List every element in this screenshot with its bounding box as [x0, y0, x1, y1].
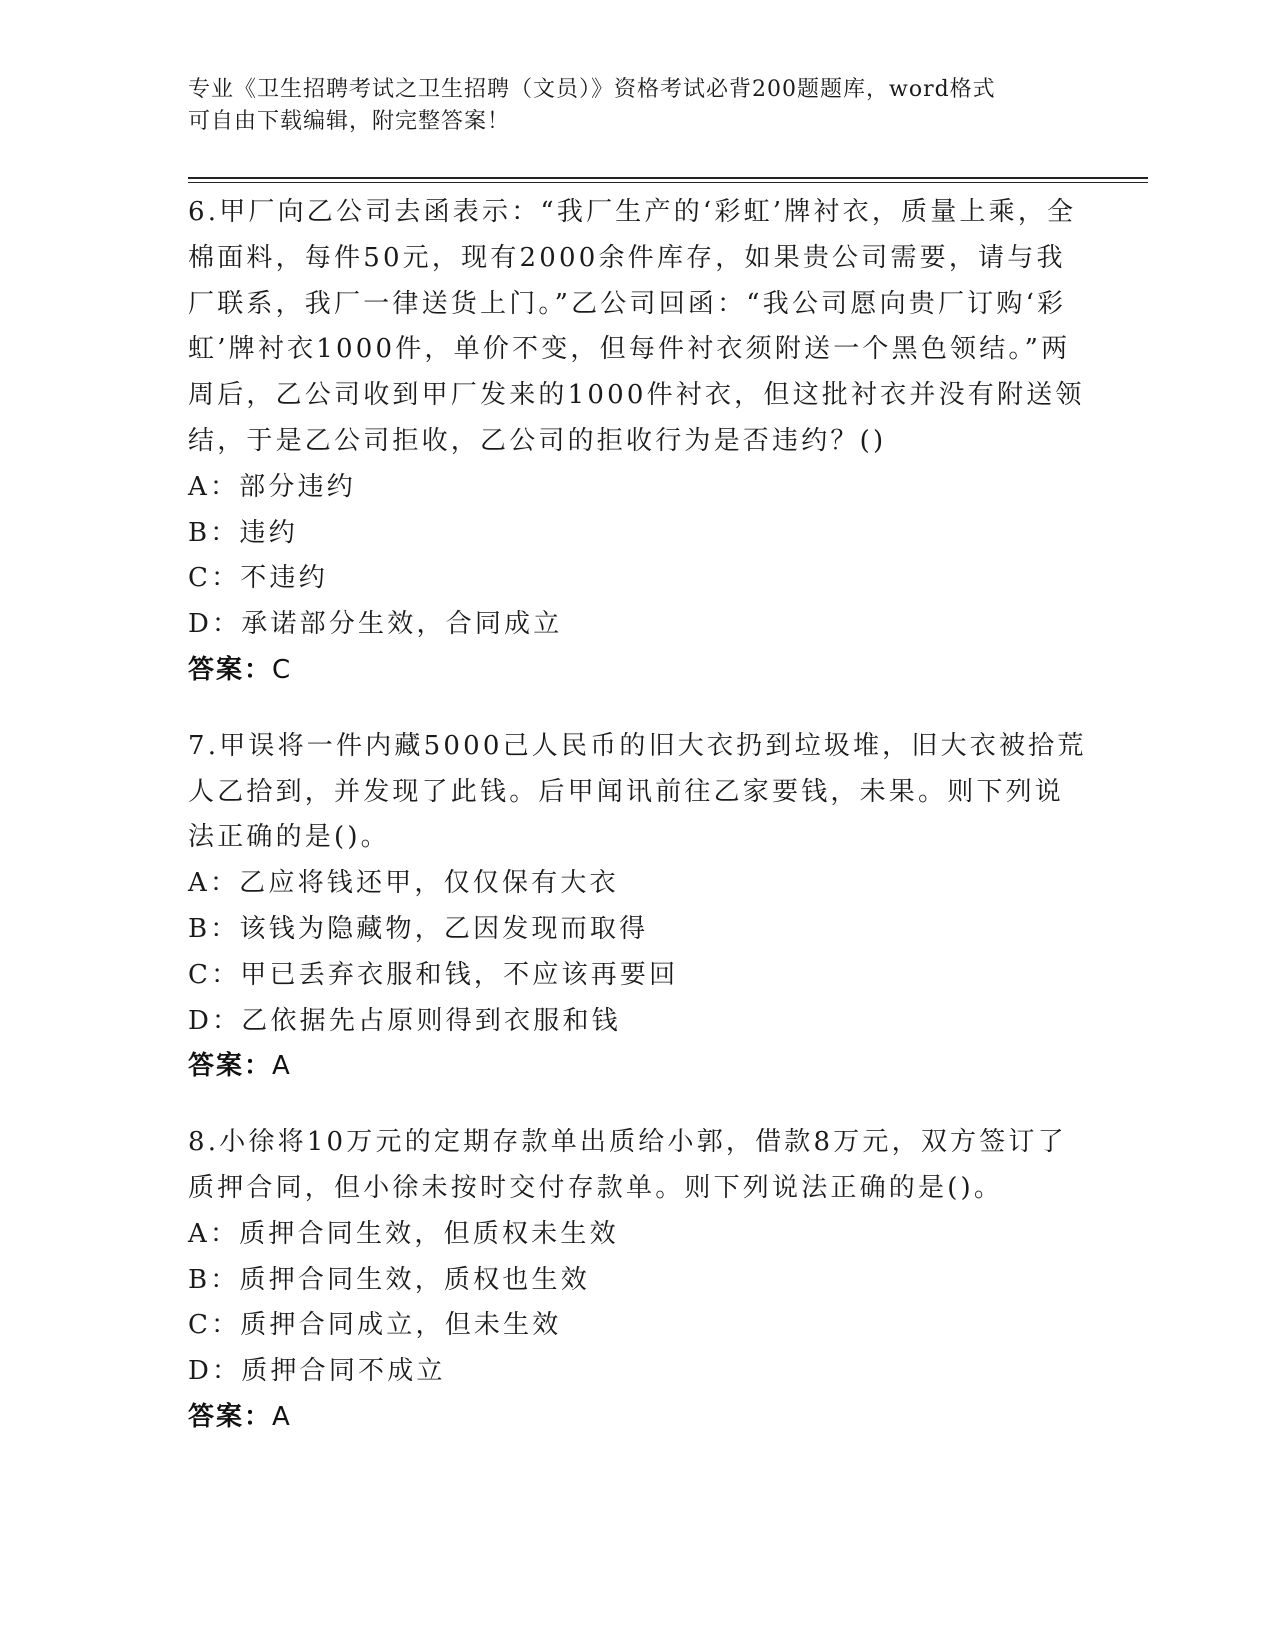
answer-value: C — [272, 654, 293, 685]
question-8 — [188, 1120, 1088, 1441]
answer-line — [188, 1395, 1088, 1441]
question-7 — [188, 724, 1088, 1090]
question-stem: 8.小徐将10万元的定期存款单出质给小郭，借款8万元，双方签订了质押合同，但小徐未按时交付存款单。则下列说法正确的是()。 — [188, 1127, 1067, 1203]
option-b: B：该钱为隐藏物，乙因发现而取得 — [188, 913, 649, 944]
question-stem: 6.甲厂向乙公司去函表示：“我厂生产的‘彩虹’牌衬衣，质量上乘，全棉面料，每件50元，现有2000余件库存，如果贵公司需要，请与我厂联系，我厂一律送货上门。”乙公司回函：“我公司愿向贵厂订购‘彩虹’牌衬衣1000件，单价不变，但每件衬衣须附送一个黑色领结。”两周后，乙公司收到甲厂发来的1000件衬衣，但这批衬衣并没有附送领结，于是乙公司拒收，乙公司的拒收行为是否违约？() — [188, 197, 1085, 456]
answer-line — [188, 1044, 1088, 1090]
question-6 — [188, 190, 1088, 694]
header-divider-thick — [188, 177, 1148, 179]
answer-value: A — [272, 1401, 292, 1432]
option-a: A：质押合同生效，但质权未生效 — [188, 1218, 619, 1249]
option-a: A：乙应将钱还甲，仅仅保有大衣 — [188, 868, 619, 899]
option-b: B：质押合同生效，质权也生效 — [188, 1264, 590, 1295]
answer-label: 答案： — [188, 654, 273, 685]
question-stem: 7.甲误将一件内藏5000己人民币的旧大衣扔到垃圾堆，旧大衣被拾荒人乙拾到，并发现了此钱。后甲闻讯前往乙家要钱，未果。则下列说法正确的是()。 — [188, 730, 1087, 853]
option-d: D：质押合同不成立 — [188, 1356, 446, 1387]
document-header — [188, 74, 1088, 138]
question-list — [188, 190, 1088, 1471]
header-line-2: 可自由下载编辑，附完整答案！ — [188, 109, 511, 134]
option-b: B：违约 — [188, 517, 298, 548]
option-c: C：甲已丢弃衣服和钱，不应该再要回 — [188, 959, 679, 990]
answer-label: 答案： — [188, 1401, 273, 1432]
option-d: D：承诺部分生效，合同成立 — [188, 609, 563, 640]
answer-label: 答案： — [188, 1051, 273, 1082]
header-line-1: 专业《卫生招聘考试之卫生招聘（文员）》资格考试必背200题题库，word格式 — [188, 77, 996, 102]
header-divider-thin — [188, 182, 1148, 183]
answer-value: A — [272, 1051, 292, 1082]
option-c: C：质押合同成立，但未生效 — [188, 1310, 562, 1341]
option-a: A：部分违约 — [188, 471, 356, 502]
answer-line — [188, 648, 1088, 694]
option-c: C：不违约 — [188, 563, 328, 594]
option-d: D：乙依据先占原则得到衣服和钱 — [188, 1005, 621, 1036]
